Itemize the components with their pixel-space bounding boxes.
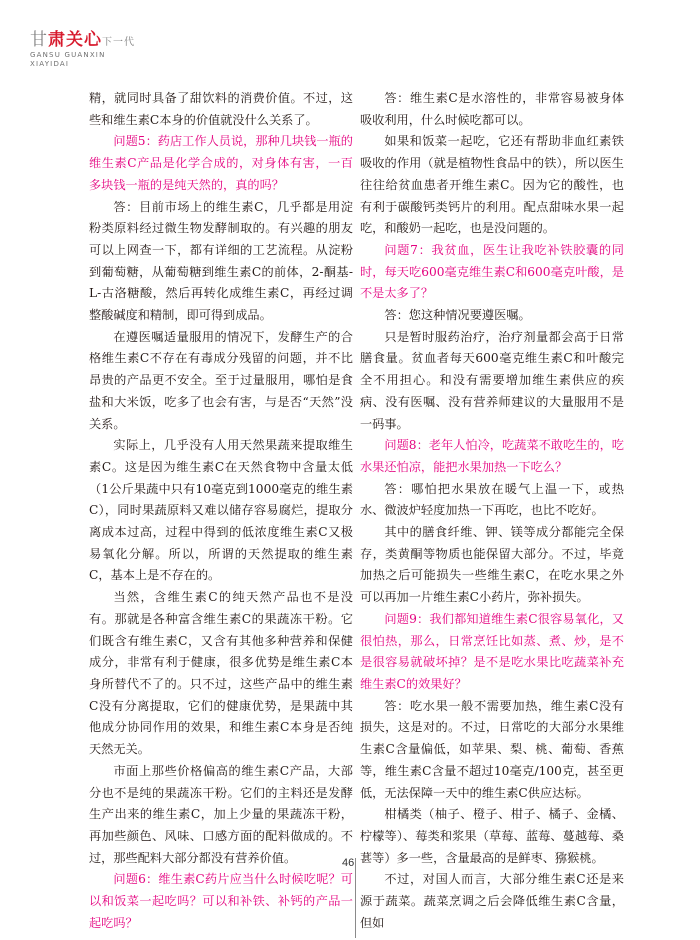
footer-divider [355,858,356,938]
logo-part2: 肃 [48,30,66,50]
body-paragraph: 实际上，几乎没有人用天然果蔬来提取维生素C。这是因为维生素C在天然食物中含量太低（1公斤果蔬中只有10毫克到1000毫克的维生素C），同时果蔬原料又难以储存容易腐烂，提取分离成本过高，过程中得到的低浓度维生素C又极易氧化分解。所以，所谓的天然提取的维生素C，基本上是不存在的。 [89,438,353,583]
body-paragraph: 在遵医嘱适量服用的情况下，发酵生产的合格维生素C不存在有毒成分残留的问题，并不比昂贵的产品更不安全。至于过量服用，哪怕是食盐和大米饭，吃多了也会有害，与是否“天然”没关系。 [89,329,353,431]
body-paragraph: 不过，对国人而言，大部分维生素C还是来源于蔬菜。蔬菜烹调之后会降低维生素C含量，但如 [360,872,624,930]
body-paragraph: 答：维生素C是水溶性的，非常容易被身体吸收利用，什么时候吃都可以。 [360,91,624,127]
body-paragraph: 市面上那些价格偏高的维生素C产品，大部分也不是纯的果蔬冻干粉。它们的主料还是发酵生产出来的维生素C，加上少量的果蔬冻干粉，再加些颜色、风味、口感方面的配料做成的。不过，那些配料大部分都没有营养价值。 [89,763,353,865]
body-paragraph: 其中的膳食纤维、钾、镁等成分都能完全保存，类黄酮等物质也能保留大部分。不过，毕竟加热之后可能损失一些维生素C，在吃水果之外可以再加一片维生素C小药片，弥补损失。 [360,525,624,605]
logo-english-line1: GANSU GUANXIN [30,51,106,59]
question-paragraph: 问题5：药店工作人员说，那种几块钱一瓶的维生素C产品是化学合成的，对身体有害，一百多块钱一瓶的是纯天然的，真的吗？ [89,134,353,192]
left-column [89,88,353,934]
question-paragraph: 问题6：维生素C药片应当什么时候吃呢？可以和饭菜一起吃吗？可以和补铁、补钙的产品一起吃吗？ [89,872,353,930]
logo-part1: 甘 [30,30,48,50]
question-paragraph: 问题7：我贫血，医生让我吃补铁胶囊的同时，每天吃600毫克维生素C和600毫克叶酸，是不是太多了？ [360,242,624,301]
logo-part4: 下一代 [102,37,135,48]
page-number: 46 [342,857,355,869]
question-paragraph: 问题9：我们都知道维生素C很容易氧化，又很怕热，那么，日常烹饪比如蒸、煮、炒，是不是很容易就破坏掉？是不是吃水果比吃蔬菜补充维生素C的效果好？ [360,611,624,691]
question-paragraph: 问题8：老年人怕冷，吃蔬菜不敢吃生的，吃水果还怕凉，能把水果加热一下吃么？ [360,438,624,474]
logo-part3: 关心 [66,30,102,50]
body-paragraph: 如果和饭菜一起吃，它还有帮助非血红素铁吸收的作用（就是植物性食品中的铁），所以医生往往给贫血患者开维生素C。因为它的酸性，也有利于碳酸钙类钙片的利用。配点甜味水果一起吃，和酸奶一起吃，也是没问题的。 [360,134,624,236]
body-paragraph: 答：哪怕把水果放在暖气上温一下，或热水、微波炉轻度加热一下再吃，也比不吃好。 [360,481,624,518]
body-paragraph: 答：目前市场上的维生素C，几乎都是用淀粉类原料经过微生物发酵制取的。有兴趣的朋友可以上网查一下，都有详细的工艺流程。从淀粉到葡萄糖，从葡萄糖到维生素C的前体，2-酮基-L-古洛糖酸，然后再转化成维生素C，再经过调整酸碱度和精制，即可得到成品。 [89,199,353,323]
right-column [360,88,624,934]
body-paragraph: 精，就同时具备了甜饮料的消费价值。不过，这些和维生素C本身的价值就没什么关系了。 [89,91,353,127]
body-paragraph: 柑橘类（柚子、橙子、柑子、橘子、金橘、柠檬等）、莓类和浆果（草莓、蓝莓、蔓越莓、桑葚等）多一些，含量最高的是鲜枣、猕猴桃。 [360,807,624,865]
logo-english-line2: XIAYIDAI [30,60,70,68]
body-paragraph: 答：您这种情况要遵医嘱。 [384,308,531,323]
magazine-logo [30,30,180,78]
body-paragraph: 答：吃水果一般不需要加热，维生素C没有损失，这是对的。不过，日常吃的大部分水果维生素C含量偏低，如苹果、梨、桃、葡萄、香蕉等，维生素C含量不超过10毫克/100克，甚至更低，无法保障一天中的维生素C供应达标。 [360,698,624,800]
body-paragraph: 只是暂时服药治疗，治疗剂量都会高于日常膳食量。贫血者每天600毫克维生素C和叶酸完全不用担心。和没有需要增加维生素供应的疾病、没有医嘱、没有营养师建议的大量服用不是一码事。 [360,329,624,431]
logo-title [30,30,135,53]
body-paragraph: 当然，含维生素C的纯天然产品也不是没有。那就是各种富含维生素C的果蔬冻干粉。它们既含有维生素C，又含有其他多种营养和保健成分，非常有利于健康，很多优势是维生素C本身所替代不了的。只不过，这些产品中的维生素C没有分离提取，它们的健康优势，是果蔬中其他成分协同作用的效果，和维生素C本身是否纯天然无关。 [89,590,353,757]
